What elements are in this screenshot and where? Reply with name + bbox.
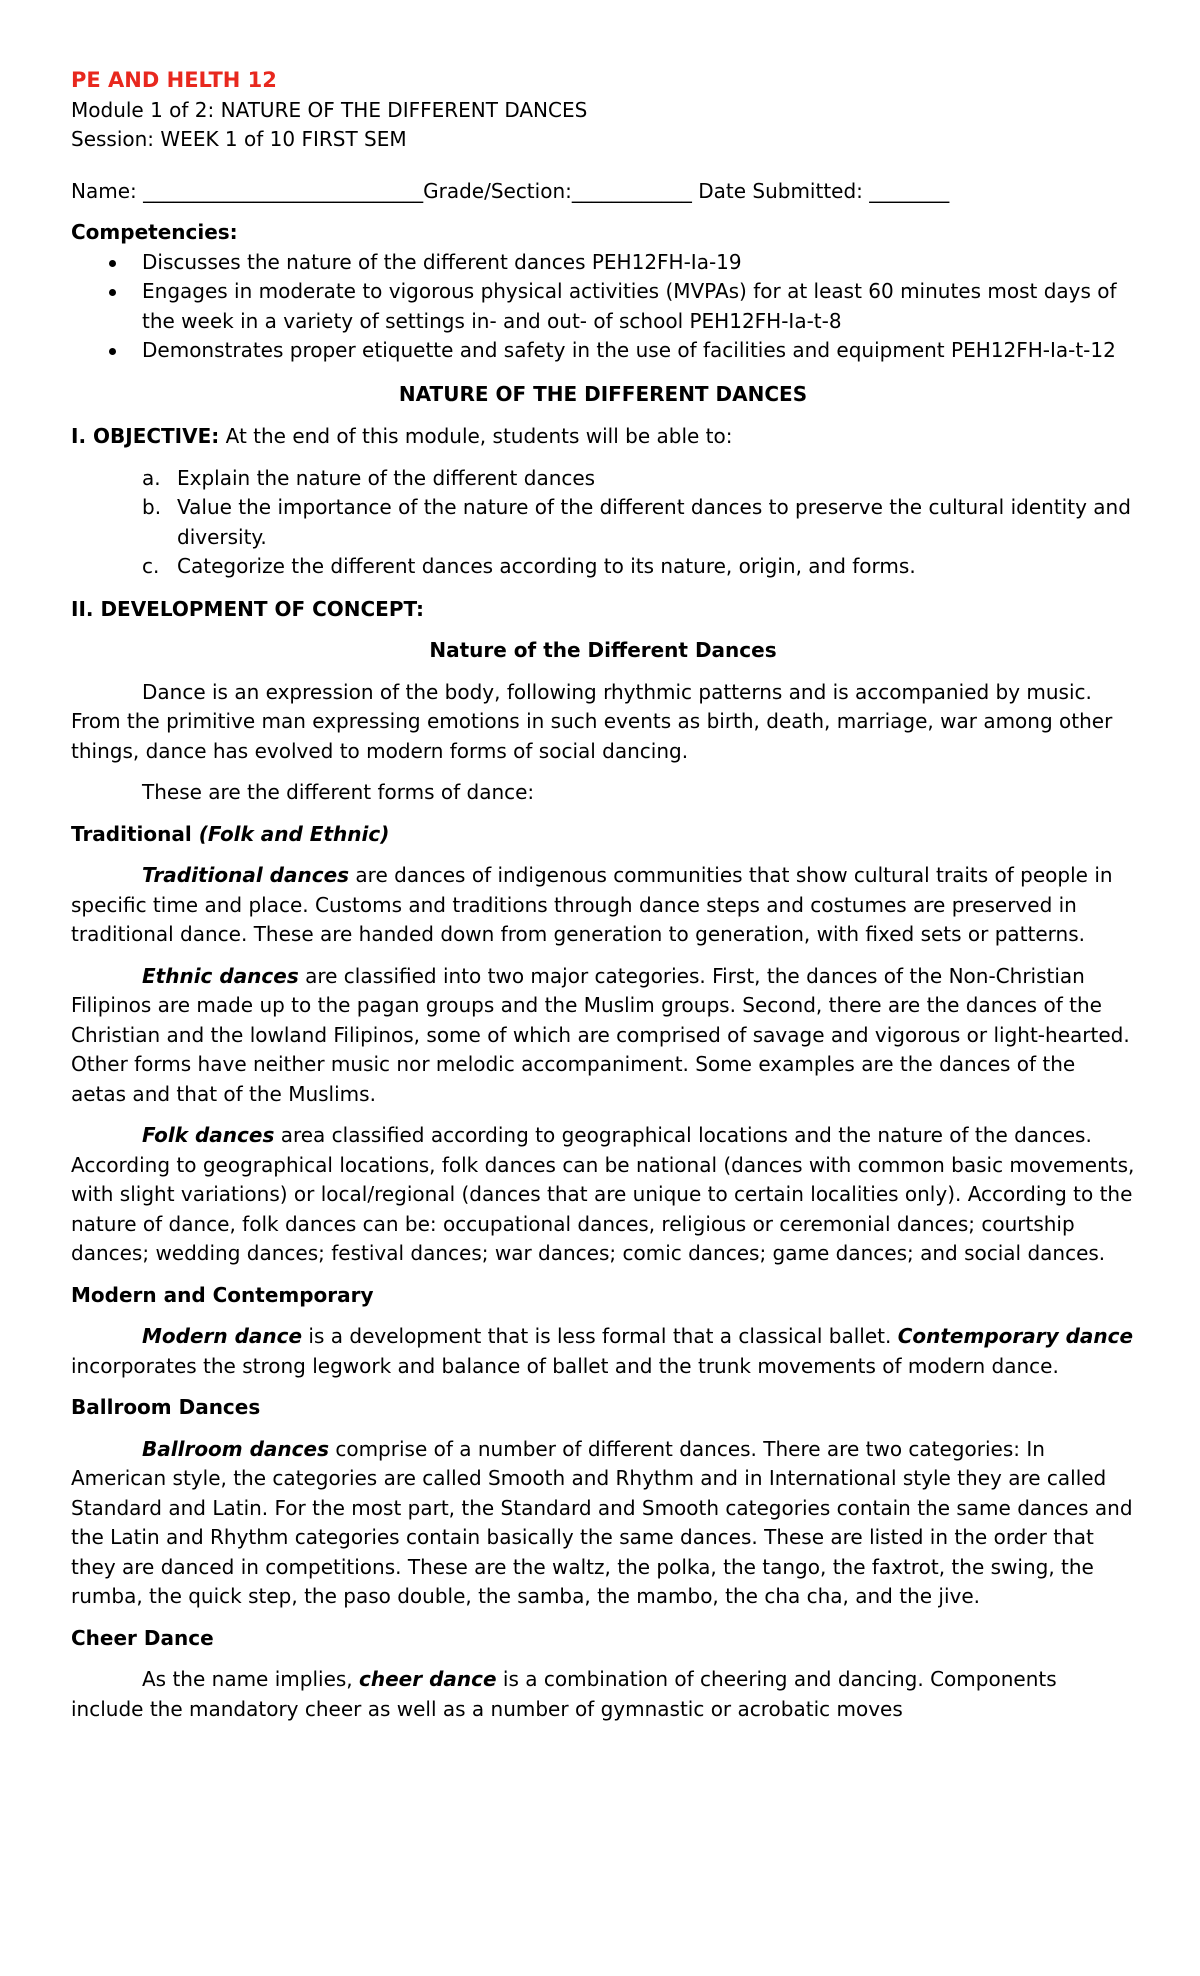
- cheer-term: cheer dance: [359, 1667, 497, 1691]
- competency-item: Engages in moderate to vigorous physical activities (MVPAs) for at least 60 minutes most days of the week in a variety of settings in- and out- of school PEH12FH-Ia-t-8: [71, 277, 1135, 336]
- objective-item: [71, 464, 1135, 494]
- forms-intro: These are the different forms of dance:: [142, 780, 535, 804]
- folk-term: Folk dances: [142, 1123, 275, 1147]
- competency-item: Discusses the nature of the different dances PEH12FH-Ia-19: [71, 248, 1135, 278]
- ballroom-text: comprise of a number of different dances. There are two categories: In American style, the categories are called Smooth and Rhythm and in International style they are called Standard and Latin. For the most part, the Standard and Smooth categories contain the same dances and the Latin and Rhythm categories contain basically the same dances. These are listed in the order that they are danced in competitions. These are the waltz, the polka, the tango, the faxtrot, the swing, the rumba, the quick step, the paso double, the samba, the mambo, the cha cha, and the jive.: [71, 1436, 1133, 1608]
- cheer-pre: As the name implies,: [142, 1667, 360, 1691]
- traditional-heading-text: Traditional: [71, 821, 199, 846]
- traditional-text: are dances of indigenous communities that show cultural traits of people in specific time and place. Customs and traditions through dance steps and costumes are preserved in traditional dance. These are handed down from generation to generation, with fixed sets or patterns.: [71, 863, 1113, 946]
- contemporary-term: Contemporary dance: [897, 1324, 1134, 1348]
- objective-letter: a.: [142, 465, 161, 490]
- cheer-paragraph: [71, 1665, 1135, 1724]
- objective-letter: c.: [142, 554, 160, 578]
- cheer-heading: Cheer Dance: [71, 1625, 214, 1650]
- intro-paragraph: Dance is an expression of the body, following rhythmic patterns and is accompanied by music. From the primitive man expressing emotions in such events as birth, death, marriage, war among other things, dance has evolved to modern forms of social dancing.: [71, 679, 1113, 763]
- objective-line: [71, 422, 1135, 452]
- competencies-list: [71, 248, 1135, 366]
- ballroom-term: Ballroom dances: [142, 1436, 329, 1461]
- ethnic-paragraph: [71, 962, 1135, 1110]
- folk-paragraph: [71, 1121, 1135, 1269]
- ballroom-paragraph: [71, 1435, 1135, 1612]
- objective-list: [71, 464, 1135, 582]
- traditional-heading: [71, 820, 1135, 850]
- module-line: Module 1 of 2: NATURE OF THE DIFFERENT DANCES: [71, 97, 588, 122]
- ethnic-text: are classified into two major categories. First, the dances of the Non-Christian Filipinos are made up to the pagan groups and the Muslim groups. Second, there are the dances of the Christian and the lowland Filipinos, some of which are comprised of savage and vigorous or light-hearted. Other forms have neither music nor melodic accompaniment. Some examples are the dances of the aetas and that of the Muslims.: [71, 963, 1130, 1106]
- objective-item: [71, 552, 1135, 582]
- cheer-text: is a combination of cheering and dancing. Components include the mandatory cheer as well as a number of gymnastic or acrobatic moves: [71, 1667, 1057, 1721]
- development-subtitle: Nature of the Different Dances: [429, 638, 777, 662]
- development-heading: II. DEVELOPMENT OF CONCEPT:: [71, 596, 425, 621]
- modern-text: is a development that is less formal that a classical ballet.: [302, 1324, 898, 1348]
- traditional-term: Traditional dances: [142, 863, 350, 887]
- objective-label: I. OBJECTIVE:: [71, 424, 220, 448]
- contemporary-text: incorporates the strong legwork and balance of ballet and the trunk movements of modern dance.: [71, 1353, 1059, 1378]
- modern-paragraph: [71, 1322, 1135, 1381]
- objective-text: Value the importance of the nature of the different dances to preserve the cultural identity and diversity.: [177, 495, 1131, 549]
- modern-heading: Modern and Contemporary: [71, 1282, 374, 1307]
- main-title: NATURE OF THE DIFFERENT DANCES: [398, 381, 808, 406]
- folk-text: area classified according to geographical locations and the nature of the dances. According to geographical locations, folk dances can be national (dances with common basic movements, with slight variations) or local/regional (dances that are unique to certain localities only). According to the nature of dance, folk dances can be: occupational dances, religious or ceremonial dances; courtship dances; wedding dances; festival dances; war dances; comic dances; game dances; and social dances.: [71, 1123, 1135, 1265]
- modern-term: Modern dance: [142, 1324, 303, 1348]
- objective-item: [71, 493, 1135, 552]
- objective-text: Categorize the different dances according to its nature, origin, and forms.: [177, 554, 916, 578]
- traditional-paragraph: [71, 861, 1135, 950]
- ballroom-heading: Ballroom Dances: [71, 1395, 261, 1419]
- objective-letter: b.: [142, 495, 162, 519]
- document-title: PE AND HELTH 12: [71, 68, 277, 92]
- competency-item: Demonstrates proper etiquette and safety in the use of facilities and equipment PEH12FH-Ia-t-12: [71, 336, 1135, 366]
- objective-intro: At the end of this module, students will be able to:: [219, 424, 733, 448]
- ethnic-term: Ethnic dances: [142, 963, 299, 988]
- name-grade-date-line: Name: ____________________________Grade/Section:____________ Date Submitted: ________: [71, 178, 950, 203]
- session-line: Session: WEEK 1 of 10 FIRST SEM: [71, 127, 407, 151]
- traditional-heading-italic: (Folk and Ethnic): [198, 821, 390, 846]
- document-body: [71, 66, 1135, 1724]
- objective-text: Explain the nature of the different dances: [177, 465, 596, 490]
- competencies-heading: Competencies:: [71, 220, 238, 244]
